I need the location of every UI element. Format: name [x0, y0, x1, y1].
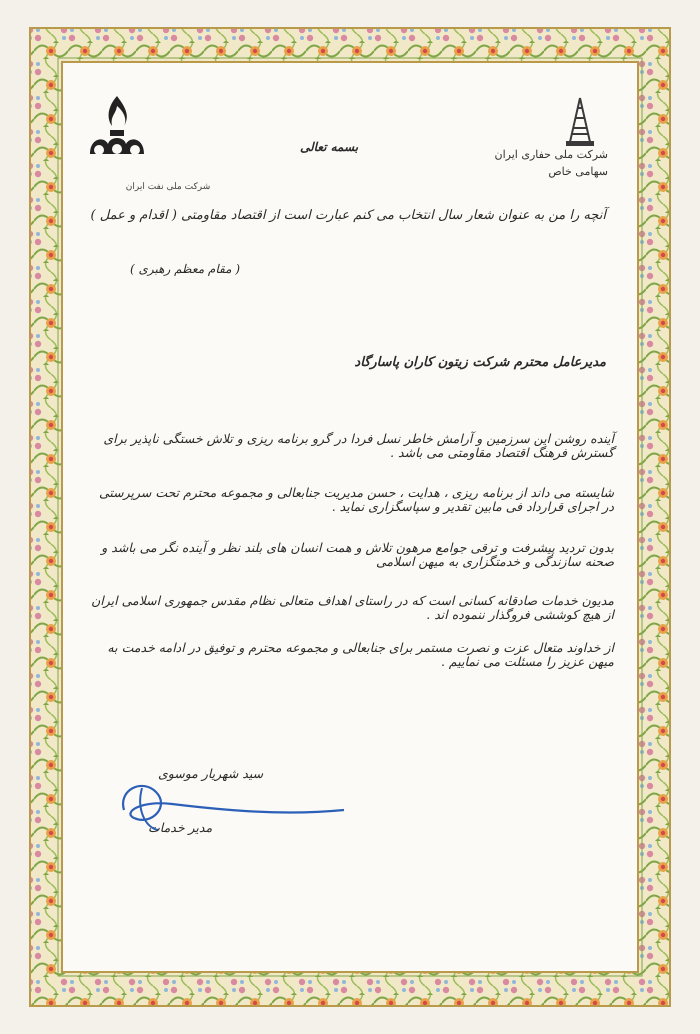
recipient-line: مدیرعامل محترم شرکت زیتون کاران پاسارگاد — [354, 355, 606, 370]
nioc-flame-logo — [86, 92, 148, 170]
signatory-name: سید شهریار موسوی — [158, 766, 264, 781]
company-name: شرکت ملی حفاری ایران — [494, 148, 608, 161]
body-line: بدون تردید پیشرفت و ترقی جوامع مرهون تلاش و همت انسان های بلند نظر و آینده نگر می باشد و صحنه سازندگی و خدمتگزاری به میهن اسلامی — [101, 540, 614, 569]
signatory-title: مدیر خدمات — [148, 820, 213, 835]
body-line: آینده روشن این سرزمین و آرامش خاطر نسل فردا در گرو برنامه ریزی و تلاش خستگی ناپذیر برای گسترش فرهنگ اقتصاد مقاومتی می باشد . — [103, 431, 614, 460]
body-line: شایسته می داند از برنامه ریزی ، هدایت ، حسن مدیریت جنابعالی و مجموعه محترم تحت سرپرستی در اجرای قرارداد فی مابین تقدیر و سپاسگزاری نماید . — [98, 485, 614, 514]
company-type: سهامی خاص — [548, 165, 608, 178]
nioc-logo-text: شرکت ملی نفت ایران — [125, 182, 211, 192]
leader-quote: آنچه را من به عنوان شعار سال انتخاب می کنم عبارت است از اقتصاد مقاومتی ( اقدام و عمل ) — [90, 208, 606, 223]
bismillah-heading: بسمه تعالی — [300, 140, 359, 154]
body-line: از خداوند متعال عزت و نصرت مستمر برای جنابعالی و مجموعه محترم و توفیق در ادامه خدمت به میهن عزیز را مسئلت می نماییم . — [107, 640, 614, 669]
body-line: مدیون خدمات صادقانه کسانی است که در راستای اهداف متعالی نظام مقدس جمهوری اسلامی ایران از هیچ کوششی فروگذار ننموده اند . — [91, 593, 614, 622]
drilling-rig-logo — [560, 96, 600, 148]
quote-source: ( مقام معظم رهبری ) — [130, 262, 241, 276]
